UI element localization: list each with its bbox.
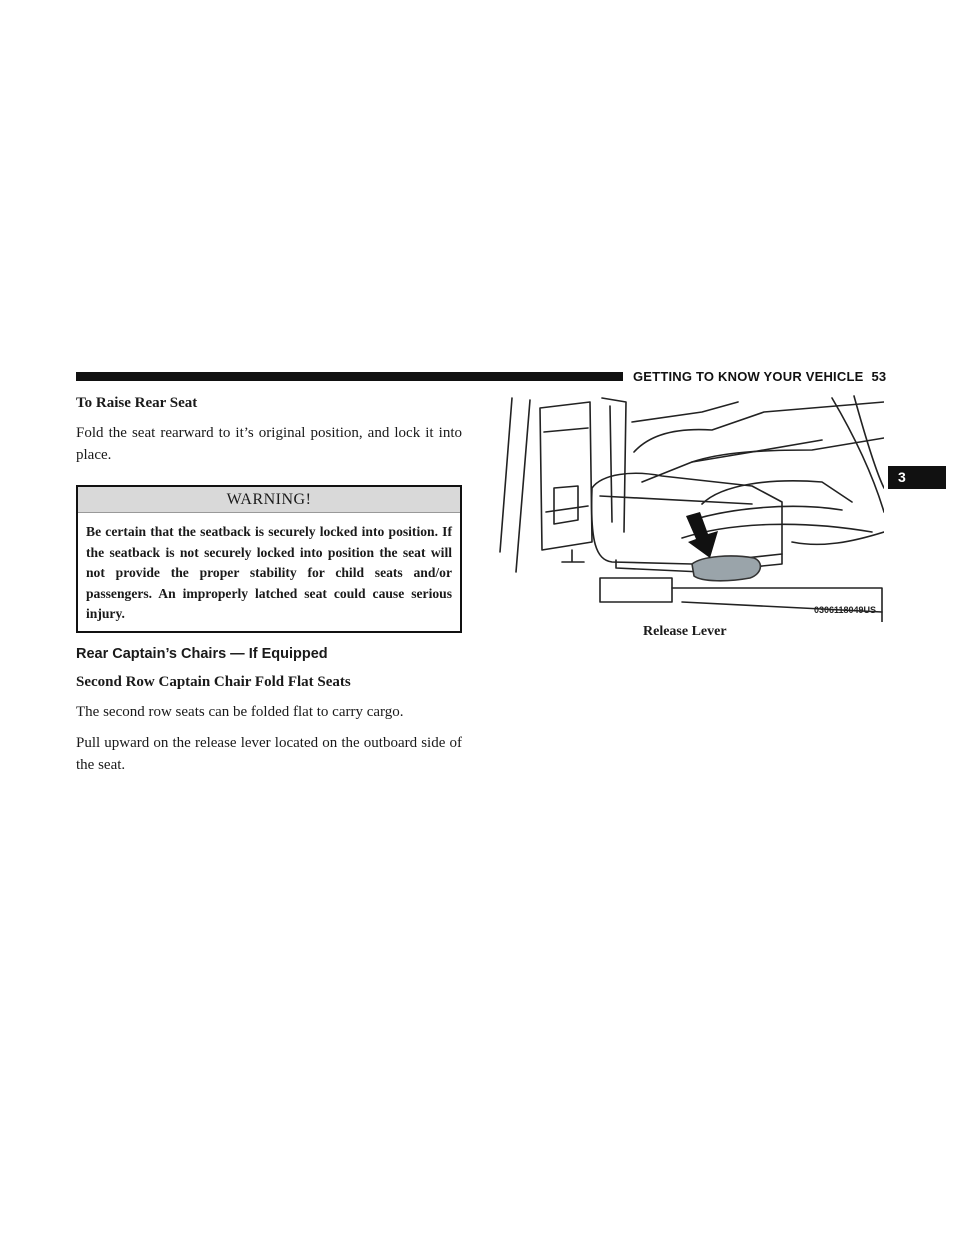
chapter-tab: 3 bbox=[888, 466, 946, 489]
fold-flat-heading: Second Row Captain Chair Fold Flat Seats bbox=[76, 673, 351, 690]
release-lever-text: Pull upward on the release lever located on the outboard side of the seat. bbox=[76, 734, 462, 773]
figure-code: 0306118049US bbox=[814, 605, 877, 615]
running-header bbox=[633, 369, 886, 384]
page-number: 53 bbox=[871, 369, 887, 384]
left-column bbox=[76, 395, 462, 785]
down-arrow-icon bbox=[680, 512, 724, 560]
captains-chairs-heading: Rear Captain’s Chairs — If Equipped bbox=[76, 645, 328, 662]
seat-illustration bbox=[492, 392, 884, 622]
raise-seat-heading: To Raise Rear Seat bbox=[76, 395, 198, 411]
section-title: GETTING TO KNOW YOUR VEHICLE bbox=[633, 369, 864, 384]
warning-box bbox=[76, 485, 462, 633]
header-rule bbox=[76, 372, 623, 381]
raise-seat-text: Fold the seat rearward to it’s original position, and lock it into place. bbox=[76, 425, 462, 463]
warning-title: WARNING! bbox=[78, 487, 460, 513]
warning-body: Be certain that the seatback is securely locked into position. If the seatback is not securely locked into position the seat will not provide the proper stability for child seats and/or passengers. An improperly latched seat could cause serious injury. bbox=[86, 524, 452, 621]
fold-flat-text: The second row seats can be folded flat to carry cargo. bbox=[76, 703, 404, 720]
figure-caption: Release Lever bbox=[643, 624, 727, 639]
